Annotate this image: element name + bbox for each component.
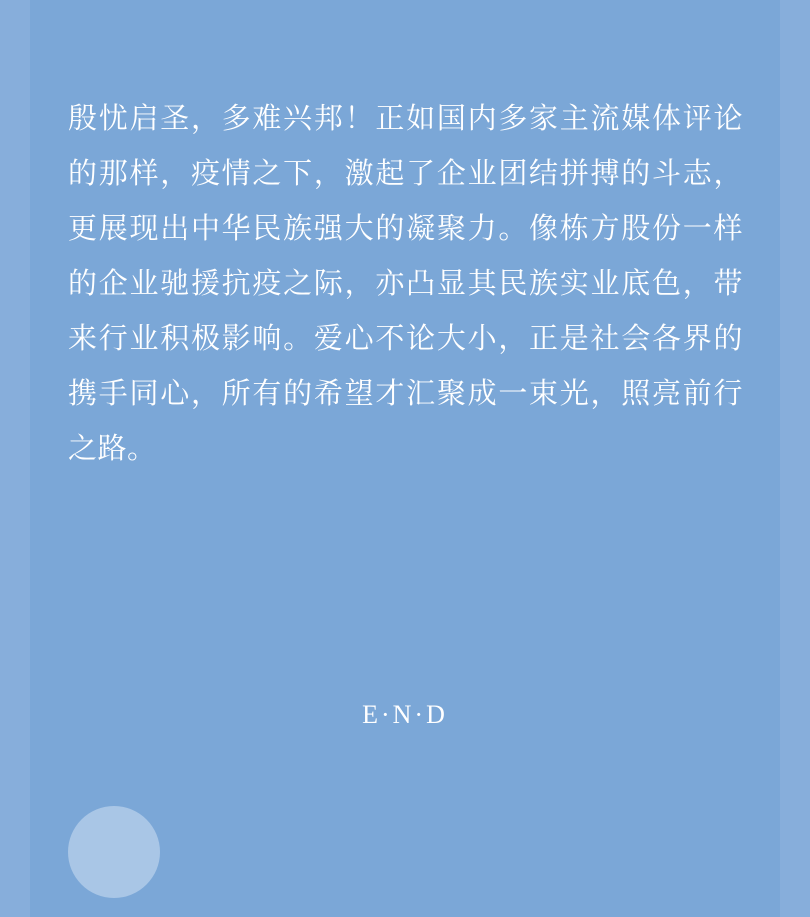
right-edge-stripe: [780, 0, 810, 917]
left-edge-stripe: [0, 0, 30, 917]
decorative-circle: [68, 806, 160, 898]
article-body-text: 殷忧启圣，多难兴邦！正如国内多家主流媒体评论的那样，疫情之下，激起了企业团结拼搏的斗志，更展现出中华民族强大的凝聚力。像栋方股份一样的企业驰援抗疫之际，亦凸显其民族实业底色，带来行业积极影响。爱心不论大小，正是社会各界的携手同心，所有的希望才汇聚成一束光，照亮前行之路。: [68, 103, 743, 465]
end-marker: E·N·D: [362, 700, 448, 729]
